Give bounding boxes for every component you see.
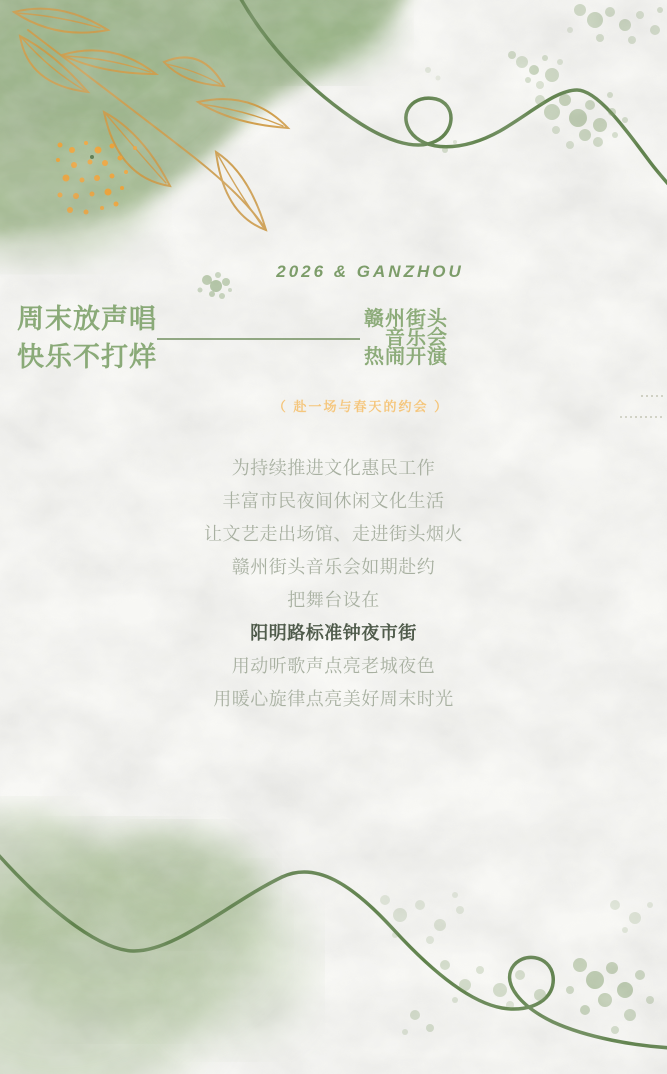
body-line-emphasis: 阳明路标准钟夜市街 (250, 623, 417, 643)
body-paragraph (0, 452, 667, 716)
event-line-1: 赣州街头 (364, 308, 448, 330)
body-line: 把舞台设在 (287, 590, 380, 610)
event-name-block (330, 310, 448, 367)
event-line-3: 热闹开演 (364, 346, 448, 368)
tagline-text: （ 赴一场与春天的约会 ） (272, 399, 450, 414)
title-line-1: 周末放声唱 (17, 304, 157, 334)
event-line-2: 音乐会 (385, 327, 448, 349)
title-line-2: 快乐不打烊 (17, 342, 157, 372)
body-line: 让文艺走出场馆、走进街头烟火 (204, 524, 463, 544)
body-line: 赣州街头音乐会如期赴约 (231, 557, 436, 577)
body-line: 为持续推进文化惠民工作 (231, 458, 436, 478)
body-line: 用暖心旋律点亮美好周末时光 (213, 689, 454, 709)
main-title (17, 300, 157, 376)
body-line: 丰富市民夜间休闲文化生活 (222, 491, 445, 511)
body-line: 用动听歌声点亮老城夜色 (231, 656, 436, 676)
eyebrow-text: 2026 & GANZHOU (276, 262, 464, 281)
